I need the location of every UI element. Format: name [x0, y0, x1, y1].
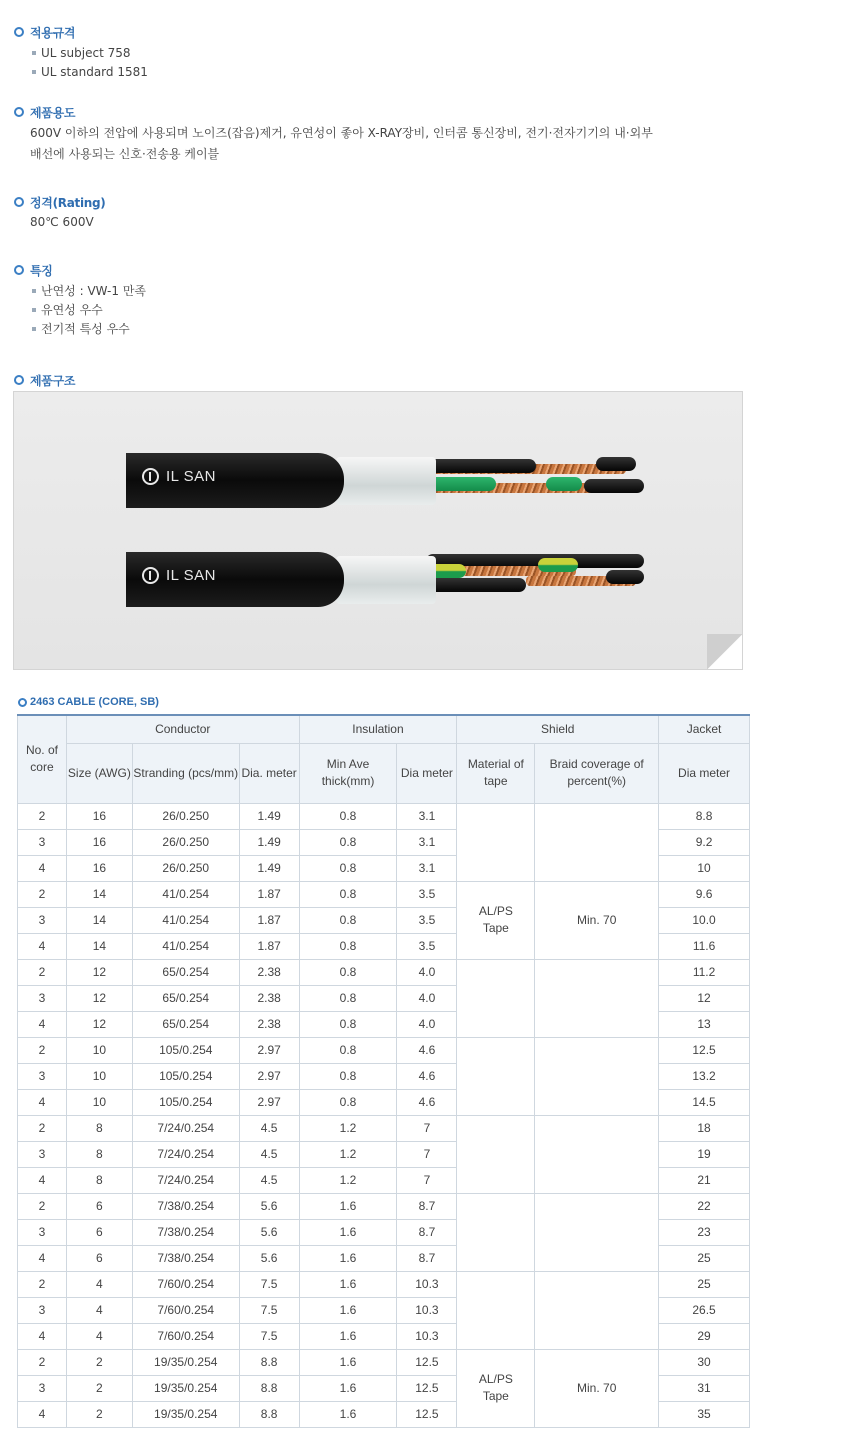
shield-material-cell — [457, 1115, 535, 1193]
table-cell: 2 — [18, 1193, 67, 1219]
table-cell: 7/60/0.254 — [132, 1297, 239, 1323]
table-cell: 8.8 — [239, 1375, 299, 1401]
table-cell: 0.8 — [299, 985, 397, 1011]
shield-material-cell: AL/PS Tape — [457, 1349, 535, 1427]
ilsan-logo-icon — [142, 468, 159, 485]
table-cell: 4.5 — [239, 1115, 299, 1141]
table-cell: 1.6 — [299, 1349, 397, 1375]
circle-bullet-icon — [14, 197, 24, 207]
table-cell: 2.38 — [239, 985, 299, 1011]
table-cell: 1.49 — [239, 803, 299, 829]
circle-bullet-icon — [14, 27, 24, 37]
table-row — [18, 1193, 750, 1219]
table-cell: 16 — [66, 829, 132, 855]
table-cell: 8.8 — [659, 803, 750, 829]
cable-illustration — [126, 552, 646, 607]
table-cell: 3 — [18, 1141, 67, 1167]
table-cell: 1.6 — [299, 1323, 397, 1349]
table-cell: 1.2 — [299, 1115, 397, 1141]
table-cell: 25 — [659, 1245, 750, 1271]
table-cell: 26.5 — [659, 1297, 750, 1323]
table-row — [18, 803, 750, 829]
table-cell: 11.6 — [659, 933, 750, 959]
table-cell: 4 — [66, 1297, 132, 1323]
table-cell: 0.8 — [299, 1063, 397, 1089]
table-cell: 3.5 — [397, 881, 457, 907]
table-cell: 7 — [397, 1141, 457, 1167]
header-ins-dia: Dia meter — [397, 743, 457, 803]
table-cell: 4 — [18, 933, 67, 959]
header-size: Size (AWG) — [66, 743, 132, 803]
table-cell: 105/0.254 — [132, 1037, 239, 1063]
square-bullet-icon — [32, 70, 36, 74]
table-cell: 18 — [659, 1115, 750, 1141]
square-bullet-icon — [32, 51, 36, 55]
table-cell: 10.3 — [397, 1323, 457, 1349]
table-cell: 35 — [659, 1401, 750, 1427]
table-cell: 26/0.250 — [132, 829, 239, 855]
list-item: 난연성 : VW-1 만족 — [30, 281, 146, 300]
spec-table — [17, 714, 750, 1428]
table-cell: 21 — [659, 1167, 750, 1193]
table-cell: 1.49 — [239, 855, 299, 881]
table-cell: 8.7 — [397, 1245, 457, 1271]
table-cell: 8.7 — [397, 1219, 457, 1245]
section-title: 특징 — [30, 263, 53, 278]
section-standard-header — [14, 24, 148, 40]
table-cell: 11.2 — [659, 959, 750, 985]
table-cell: 3 — [18, 829, 67, 855]
section-structure — [14, 372, 75, 388]
table-cell: 0.8 — [299, 959, 397, 985]
table-cell: 12.5 — [397, 1349, 457, 1375]
table-cell: 5.6 — [239, 1193, 299, 1219]
table-cell: 6 — [66, 1193, 132, 1219]
table-cell: 8 — [66, 1167, 132, 1193]
square-bullet-icon — [32, 327, 36, 331]
table-cell: 16 — [66, 855, 132, 881]
spec-table-body — [18, 803, 750, 1427]
table-cell: 7 — [397, 1115, 457, 1141]
section-title: 제품용도 — [30, 105, 76, 120]
table-cell: 10 — [659, 855, 750, 881]
table-cell: 13.2 — [659, 1063, 750, 1089]
section-structure-header — [14, 372, 75, 388]
table-cell: 2 — [66, 1349, 132, 1375]
table-cell: 41/0.254 — [132, 933, 239, 959]
table-cell: 14 — [66, 907, 132, 933]
table-cell: 4.6 — [397, 1037, 457, 1063]
rating-value: 80℃ 600V — [30, 215, 94, 229]
table-cell: 2 — [18, 1037, 67, 1063]
table-cell: 8.7 — [397, 1193, 457, 1219]
section-title: 적용규격 — [30, 25, 76, 40]
table-cell: 7/60/0.254 — [132, 1323, 239, 1349]
table-cell: 4 — [18, 1401, 67, 1427]
list-item: UL standard 1581 — [30, 62, 148, 81]
table-cell: 2.97 — [239, 1089, 299, 1115]
table-cell: 22 — [659, 1193, 750, 1219]
table-cell: 19/35/0.254 — [132, 1375, 239, 1401]
table-cell: 10 — [66, 1037, 132, 1063]
table-cell: 19 — [659, 1141, 750, 1167]
table-cell: 1.87 — [239, 881, 299, 907]
shield-braid-cell — [535, 1193, 659, 1271]
table-cell: 10 — [66, 1089, 132, 1115]
table-cell: 12 — [66, 1011, 132, 1037]
usage-line: 배선에 사용되는 신호·전송용 케이블 — [30, 147, 220, 161]
table-cell: 3 — [18, 1375, 67, 1401]
table-cell: 1.49 — [239, 829, 299, 855]
header-min-ave: Min Ave thick(mm) — [299, 743, 397, 803]
table-cell: 30 — [659, 1349, 750, 1375]
table-cell: 4.6 — [397, 1089, 457, 1115]
table-cell: 1.87 — [239, 933, 299, 959]
table-cell: 12 — [66, 959, 132, 985]
table-cell: 0.8 — [299, 803, 397, 829]
table-cell: 7.5 — [239, 1297, 299, 1323]
table-row — [18, 1271, 750, 1297]
table-cell: 4 — [18, 1011, 67, 1037]
table-cell: 1.2 — [299, 1167, 397, 1193]
header-stranding: Stranding (pcs/mm) — [132, 743, 239, 803]
table-cell: 4.0 — [397, 959, 457, 985]
table-cell: 7/38/0.254 — [132, 1219, 239, 1245]
table-cell: 8.8 — [239, 1349, 299, 1375]
table-cell: 3.1 — [397, 855, 457, 881]
header-dia: Dia. meter — [239, 743, 299, 803]
circle-bullet-icon — [18, 698, 27, 707]
table-cell: 29 — [659, 1323, 750, 1349]
table-cell: 2.97 — [239, 1037, 299, 1063]
shield-material-cell — [457, 1271, 535, 1349]
table-cell: 1.87 — [239, 907, 299, 933]
table-cell: 4 — [66, 1323, 132, 1349]
table-cell: 10.3 — [397, 1297, 457, 1323]
cable-jacket — [126, 453, 344, 508]
table-cell: 16 — [66, 803, 132, 829]
table-cell: 4.5 — [239, 1141, 299, 1167]
table-cell: 1.6 — [299, 1245, 397, 1271]
table-cell: 12 — [659, 985, 750, 1011]
shield-braid-cell — [535, 1115, 659, 1193]
shield-tape — [336, 556, 436, 604]
table-cell: 14 — [66, 933, 132, 959]
table-cell: 9.6 — [659, 881, 750, 907]
list-item: 유연성 우수 — [30, 300, 146, 319]
header-jacket-dia: Dia meter — [659, 743, 750, 803]
header-insulation: Insulation — [299, 715, 457, 743]
table-cell: 41/0.254 — [132, 881, 239, 907]
circle-bullet-icon — [14, 375, 24, 385]
table-cell: 4.6 — [397, 1063, 457, 1089]
shield-braid-cell: Min. 70 — [535, 1349, 659, 1427]
table-cell: 2 — [66, 1375, 132, 1401]
table-cell: 7/38/0.254 — [132, 1193, 239, 1219]
table-cell: 7/24/0.254 — [132, 1167, 239, 1193]
table-cell: 26/0.250 — [132, 855, 239, 881]
table-cell: 7/24/0.254 — [132, 1141, 239, 1167]
table-cell: 12.5 — [397, 1401, 457, 1427]
table-cell: 13 — [659, 1011, 750, 1037]
table-cell: 3 — [18, 1297, 67, 1323]
table-cell: 10.3 — [397, 1271, 457, 1297]
table-cell: 25 — [659, 1271, 750, 1297]
table-cell: 0.8 — [299, 933, 397, 959]
shield-braid-cell — [535, 1271, 659, 1349]
table-cell: 4 — [18, 1089, 67, 1115]
table-cell: 7/38/0.254 — [132, 1245, 239, 1271]
shield-material-cell — [457, 1193, 535, 1271]
table-cell: 19/35/0.254 — [132, 1401, 239, 1427]
square-bullet-icon — [32, 289, 36, 293]
table-cell: 2 — [18, 1271, 67, 1297]
table-cell: 4 — [18, 1167, 67, 1193]
table-cell: 0.8 — [299, 1037, 397, 1063]
header-no-core: No. of core — [18, 715, 67, 803]
square-bullet-icon — [32, 308, 36, 312]
table-cell: 2 — [66, 1401, 132, 1427]
table-cell: 2.38 — [239, 1011, 299, 1037]
list-item: UL subject 758 — [30, 43, 148, 62]
table-row — [18, 1349, 750, 1375]
shield-material-cell — [457, 803, 535, 881]
table-cell: 7.5 — [239, 1271, 299, 1297]
table-cell: 3 — [18, 1063, 67, 1089]
table-cell: 10.0 — [659, 907, 750, 933]
shield-tape — [336, 457, 436, 505]
table-cell: 65/0.254 — [132, 959, 239, 985]
table-cell: 8 — [66, 1115, 132, 1141]
section-usage-header — [14, 104, 653, 120]
section-title: 제품구조 — [30, 373, 76, 388]
brand-logo: IL SAN — [142, 567, 216, 584]
table-cell: 4.5 — [239, 1167, 299, 1193]
table-cell: 2 — [18, 959, 67, 985]
table-cell: 2.38 — [239, 959, 299, 985]
shield-material-cell — [457, 959, 535, 1037]
table-cell: 6 — [66, 1245, 132, 1271]
table-cell: 8 — [66, 1141, 132, 1167]
table-cell: 0.8 — [299, 1011, 397, 1037]
table-cell: 1.6 — [299, 1271, 397, 1297]
table-cell: 105/0.254 — [132, 1089, 239, 1115]
header-braid: Braid coverage of percent(%) — [535, 743, 659, 803]
table-cell: 7/60/0.254 — [132, 1271, 239, 1297]
shield-braid-cell: Min. 70 — [535, 881, 659, 959]
table-cell: 1.2 — [299, 1141, 397, 1167]
table-cell: 1.6 — [299, 1297, 397, 1323]
shield-braid-cell — [535, 959, 659, 1037]
section-rating — [14, 194, 105, 232]
table-row — [18, 1037, 750, 1063]
table-cell: 31 — [659, 1375, 750, 1401]
table-row — [18, 1115, 750, 1141]
table-cell: 14.5 — [659, 1089, 750, 1115]
header-jacket: Jacket — [659, 715, 750, 743]
table-cell: 7.5 — [239, 1323, 299, 1349]
table-row — [18, 959, 750, 985]
table-cell: 41/0.254 — [132, 907, 239, 933]
cable-structure-photo — [13, 391, 743, 670]
header-material: Material of tape — [457, 743, 535, 803]
table-cell: 6 — [66, 1219, 132, 1245]
table-cell: 1.6 — [299, 1193, 397, 1219]
list-item: 전기적 특성 우수 — [30, 319, 146, 338]
table-cell: 5.6 — [239, 1219, 299, 1245]
table-cell: 4.0 — [397, 985, 457, 1011]
section-rating-header — [14, 194, 105, 210]
table-cell: 3.1 — [397, 803, 457, 829]
section-title: 정격(Rating) — [30, 195, 106, 210]
table-cell: 0.8 — [299, 907, 397, 933]
ilsan-logo-icon — [142, 567, 159, 584]
table-cell: 19/35/0.254 — [132, 1349, 239, 1375]
table-cell: 1.6 — [299, 1401, 397, 1427]
table-cell: 4.0 — [397, 1011, 457, 1037]
table-cell: 0.8 — [299, 881, 397, 907]
table-cell: 26/0.250 — [132, 803, 239, 829]
shield-braid-cell — [535, 1037, 659, 1115]
table-cell: 12.5 — [397, 1375, 457, 1401]
table-cell: 2 — [18, 1115, 67, 1141]
table-cell: 3 — [18, 907, 67, 933]
table-cell: 0.8 — [299, 855, 397, 881]
header-shield: Shield — [457, 715, 659, 743]
shield-material-cell — [457, 1037, 535, 1115]
section-standard — [14, 24, 148, 81]
table-cell: 1.6 — [299, 1219, 397, 1245]
table-cell: 7 — [397, 1167, 457, 1193]
table-cell: 4 — [66, 1271, 132, 1297]
table-cell: 12.5 — [659, 1037, 750, 1063]
table-cell: 3 — [18, 985, 67, 1011]
section-features — [14, 262, 146, 338]
table-cell: 7/24/0.254 — [132, 1115, 239, 1141]
table-cell: 3.5 — [397, 907, 457, 933]
table-cell: 0.8 — [299, 829, 397, 855]
table-cell: 2 — [18, 1349, 67, 1375]
page-curl-decoration — [707, 634, 743, 670]
table-cell: 2.97 — [239, 1063, 299, 1089]
table-cell: 14 — [66, 881, 132, 907]
usage-line: 600V 이하의 전압에 사용되며 노이즈(잡음)제거, 유연성이 좋아 X-RAY장비, 인터콤 통신장비, 전기·전자기기의 내·외부 — [30, 126, 653, 140]
table-cell: 2 — [18, 803, 67, 829]
shield-material-cell: AL/PS Tape — [457, 881, 535, 959]
circle-bullet-icon — [14, 265, 24, 275]
header-conductor: Conductor — [66, 715, 299, 743]
section-usage — [14, 104, 653, 165]
circle-bullet-icon — [14, 107, 24, 117]
shield-braid-cell — [535, 803, 659, 881]
cable-illustration — [126, 453, 646, 508]
table-cell: 8.8 — [239, 1401, 299, 1427]
cable-jacket — [126, 552, 344, 607]
table-cell: 9.2 — [659, 829, 750, 855]
table-cell: 3 — [18, 1219, 67, 1245]
table-cell: 3.5 — [397, 933, 457, 959]
table-row — [18, 881, 750, 907]
table-cell: 105/0.254 — [132, 1063, 239, 1089]
brand-logo: IL SAN — [142, 468, 216, 485]
table-cell: 4 — [18, 1245, 67, 1271]
table-cell: 1.6 — [299, 1375, 397, 1401]
table-cell: 2 — [18, 881, 67, 907]
table-cell: 0.8 — [299, 1089, 397, 1115]
table-cell: 23 — [659, 1219, 750, 1245]
table-cell: 3.1 — [397, 829, 457, 855]
table-cell: 65/0.254 — [132, 1011, 239, 1037]
table-title: 2463 CABLE (CORE, SB) — [18, 696, 159, 708]
table-cell: 4 — [18, 855, 67, 881]
table-cell: 65/0.254 — [132, 985, 239, 1011]
table-cell: 10 — [66, 1063, 132, 1089]
table-cell: 12 — [66, 985, 132, 1011]
table-cell: 4 — [18, 1323, 67, 1349]
section-features-header — [14, 262, 146, 278]
table-cell: 5.6 — [239, 1245, 299, 1271]
